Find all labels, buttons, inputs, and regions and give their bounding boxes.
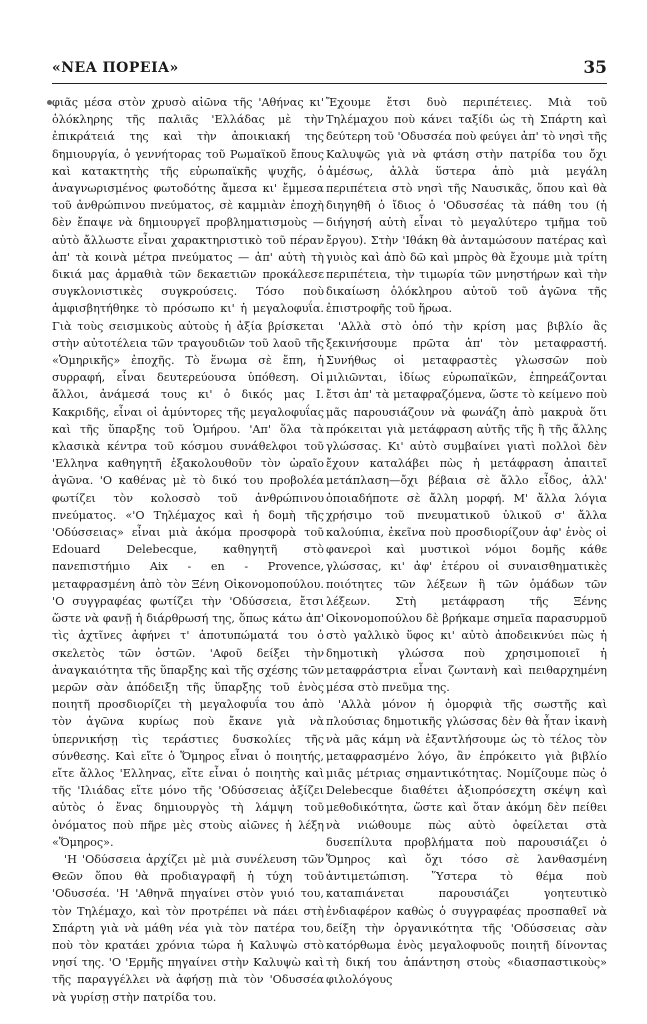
right-column (326, 94, 607, 989)
left-paragraph-1: φιᾶς μέσα στὸν χρυσὸ αἰῶνα τῆς 'Αθήνας κι' ὁλόκληρης τῆς παλιᾶς 'Ελλάδας μὲ τὴν ἐπικράτειά της καὶ τὴν ἀποικιακή της δημιουργία, ὁ γεννήτορας τοῦ Ρωμαϊκοῦ ἔπους καὶ κατακτητὴς τῆς εὐρωπαϊκῆς ψυχῆς, ὁ ἀναγνωρισμένος φωτοδότης ἄμεσα κι' ἔμμεσα τοῦ ἀνθρώπινου πνεύματος, σὲ καμμιὰν ἐποχὴ δὲν ἔπαψε νὰ δημιουργεῖ προβληματισμοὺς — αὐτὸ ἄλλωστε εἶναι χαρακτηριστικὸ τοῦ πέραν ἀπ' τὰ κοινὰ μέτρα πνεύματος — ἀπ' αὐτὴ τὴ δικιά μας ἁρμαθιὰ τῶν δεκαετιῶν προκάλεσε συγκλονιστικὲς συγκρούσεις. Τόσο ποὺ ἀμφισβητήθηκε τὸ πρόσωπο κι' ἡ μεγαλοφυΐα. Γιὰ τοὺς σεισμικοὺς αὐτοὺς ἡ ἀξία βρίσκεται στὴν αὐτοτέλεια τῶν τραγουδιῶν τοῦ λαοῦ τῆς «Ὁμηρικῆς» ἐποχῆς. Τὸ ἕνωμα σὲ ἔπη, ἡ συρραφή, εἶναι δευτερεύουσα ὑπόθεση. Οἱ ἄλλοι, ἀνάμεσά τους κι' ὁ δικός μας Ι. Κακριδῆς, εἶναι οἱ ἀμύντορες τῆς μεγαλοφυΐας καὶ τῆς ὕπαρξης τοῦ Ὁμήρου. 'Απ' ὅλα τὰ κλασικὰ κέντρα τοῦ κόσμου συνάθελφοι τοῦ 'Ελληνα καθηγητῆ ἐξακολουθοῦν τὸν ὡραῖο ἀγῶνα. 'Ο καθένας μὲ τὸ δικό του προβολέα φωτίζει τὸν κολοσσὸ τοῦ ἀνθρώπινου πνεύματος. «'Ο Τηλέμαχος καὶ ἡ δομὴ τῆς 'Οδύσσειας» εἶναι μιὰ ἀκόμα προσφορὰ τοῦ Edouard Delebecque, καθηγητῆ στὸ πανεπιστήμιο Aix - en - Provence, μεταφρασμένη ἀπὸ τὸν Ξένη Οἰκονομοπούλου. 'Ο συγγραφέας φωτίζει τὴν 'Οδύσσεια, ἔτσι ὥστε νὰ φανῇ ἡ διάρθρωσή της, ὅπως κάτω ἀπ' τὶς ἀχτῖνες ἀφήνει τ' ἀποτυπώματά του ὁ σκελετὸς τῶν ὀστῶν. 'Αφοῦ δείξει τὴν ἀναγκαιότητα τῆς ὕπαρξης καὶ τῆς σχέσης τῶν μερῶν σὰν ἀπόδειξη τῆς ὕπαρξης τοῦ ἑνὸς ποιητῆ προσδιορίζει τὴ μεγαλοφυΐα του ἀπὸ τὸν ἀγῶνα κυρίως ποὺ ἔκανε γιὰ νὰ ὑπερνικήσῃ τὶς τεράστιες δυσκολίες τῆς σύνθεσης. Καὶ εἴτε ὁ Ὅμηρος εἶναι ὁ ποιητής, εἴτε ἄλλος 'Ελληνας, εἴτε εἶναι ὁ ποιητὴς καὶ τῆς 'Ιλιάδας εἴτε μόνο τῆς 'Οδύσσειας ἀξίζει αὐτὸς ὁ ἕνας δημιουργὸς τὴ λάμψη τοῦ ὀνόματος ποὺ πῆρε μὲς στοὺς αἰῶνες ἡ λέξη «Ὅμηρος». (52, 96, 324, 849)
page-number: 35 (583, 58, 607, 78)
page-header (52, 58, 607, 84)
header-rule (52, 83, 607, 84)
right-paragraph-3: 'Αλλὰ μόνον ἡ ὀμορφιὰ τῆς σωστῆς καὶ πλούσιας δημοτικῆς γλώσσας δὲν θὰ ἦταν ἱκανὴ νὰ μᾶς κάμη νὰ ἐξαντλήσουμε ὡς τὸ τέλος τὸν μεταφρασμένο λόγο, ἂν ἐπρόκειτο γιὰ βιβλίο μιᾶς μέτριας σημαντικότητας. Νομίζουμε πὼς ὁ Delebecque διαθέτει ἀξιοπρόσεχτη σκέψη καὶ μεθοδικότητα, ὥστε καὶ ὅταν ἀκόμη δὲν πείθει νὰ νιώθουμε πὼς αὐτὸ ὀφείλεται στὰ δυσεπίλυτα προβλήματα ποὺ παρουσιάζει ὁ Ὅμηρος καὶ ὄχι τόσο σὲ λανθασμένη ἀντιμετώπιση. Ὕστερα τὸ θέμα ποὺ καταπιάνεται παρουσιάζει γοητευτικὸ ἐνδιαφέρον καθὼς ὁ συγγραφέας προσπαθεῖ νὰ δείξη τὴν ὀργανικότητα τῆς 'Οδύσσειας σὰν κατόρθωμα ἑνὸς μεγαλοφυοῦς ποιητῆ δίνοντας τὴ δική του ἀπάντηση στοὺς «διασπαστικοὺς» φιλολόγους (326, 698, 607, 987)
right-paragraph-2: 'Αλλὰ στὸ ὁπό τὴν κρίση μας βιβλίο ἂς ξεκινήσουμε πρῶτα ἀπ' τὸν μεταφραστή. Συνήθως οἱ μεταφραστὲς γλωσσῶν ποὺ μιλιῶνται, ἰδίως εὐρωπαϊκῶν, ἐπηρεάζονται ἔτσι ἀπ' τὰ μεταφραζόμενα, ὥστε τὸ κείμενο ποὺ μᾶς παρουσιάζουν νὰ φωνάζη ἀπὸ μακρυὰ ὅτι πρόκειται γιὰ μετάφραση αὐτῆς τῆς ἢ τῆς ἄλλης γλώσσας. Κι' αὐτὸ συμβαίνει γιατὶ πολλοὶ δὲν ἔχουν καταλάβει πὼς ἡ μετάφραση ἀπαιτεῖ μετάπλαση—ὄχι βέβαια σὲ ἄλλο εἶδος, ἀλλ' ὁποιαδήποτε σὲ ἄλλη μορφή. Μ' ἄλλα λόγια χρήσιμο τοῦ πνευματικοῦ ὑλικοῦ σ' ἄλλα καλούπια, ἐκεῖνα ποὺ προσδιορίζουν ἀφ' ἑνὸς οἱ φανεροὶ καὶ μυστικοὶ νόμοι δομῆς κάθε γλώσσας, κι' ἀφ' ἑτέρου οἱ συναισθηματικὲς ποιότητες τῶν λέξεων ἢ τῶν ὁμάδων τῶν λέξεων. Στὴ μετάφραση τῆς Ξένης Οἰκονομοπούλου δὲ βρήκαμε σημεῖα παρασυρμοῦ στὸ γαλλικὸ ὕφος κι' αὐτὸ ἀποδεικνύει πὼς ἡ δημοτικὴ γλώσσα ποὺ χρησιμοποιεῖ ἡ μεταφράστρια εἶναι ζωντανὴ καὶ πειθαρχημένη μέσα στὸ πνεῦμα της. (326, 319, 607, 694)
left-column (52, 94, 324, 1006)
left-paragraph-2: 'Η 'Οδύσσεια ἀρχίζει μὲ μιὰ συνέλευση τῶν Θεῶν ὅπου θὰ προδιαγραφῆ ἡ τύχη τοῦ 'Οδυσσέα. 'Η 'Αθηνᾶ πηγαίνει στὸν γυιό του, τὸν Τηλέμαχο, καὶ τὸν προτρέπει νὰ πάει στὴ Σπάρτη γιὰ νὰ μάθη νέα γιὰ τὸν πατέρα του, ποὺ τὸν κρατάει χρόνια τώρα ἡ Καλυψὼ στὸ νησί της. 'Ο 'Ερμῆς πηγαίνει στὴν Καλυψὼ καὶ τῆς παραγγέλλει νὰ ἀφήσῃ πιὰ τὸν 'Οδυσσέα νὰ γυρίσῃ στὴν πατρίδα του. (52, 852, 324, 1004)
right-paragraph-1: Ἔχουμε ἔτσι δυὸ περιπέτειες. Μιὰ τοῦ Τηλέμαχου ποὺ κάνει ταξίδι ὡς τὴ Σπάρτη καὶ δεύτερη τοῦ 'Οδυσσέα ποὺ φεύγει ἀπ' τὸ νησὶ τῆς Καλυψῶς γιὰ νὰ φτάση στὴν πατρίδα του ὄχι ἀμέσως, ἀλλὰ ὕστερα ἀπὸ μιὰ μεγάλη περιπέτεια στὸ νησὶ τῆς Ναυσικᾶς, ὅπου καὶ θὰ διηγηθῆ ὁ ἴδιος ὁ 'Οδυσσέας τὰ πάθη του (ἡ διήγησή αὐτὴ εἶναι τὸ μεγαλύτερο τμῆμα τοῦ ἔργου). Στὴν 'Ιθάκη θὰ ἀνταμώσουν πατέρας καὶ γυιὸς καὶ ἀπὸ δῶ καὶ μπρὸς θὰ ἔχουμε μιὰ τρίτη περιπέτεια, τὴν τιμωρία τῶν μνηστήρων καὶ τὴν δικαίωση ὁλόκληρου αὐτοῦ τοῦ ἀγῶνα τῆς ἐπιστροφῆς τοῦ ἥρωα. (326, 96, 607, 316)
running-title: «ΝΕΑ ΠΟΡΕΙΑ» (52, 60, 179, 76)
